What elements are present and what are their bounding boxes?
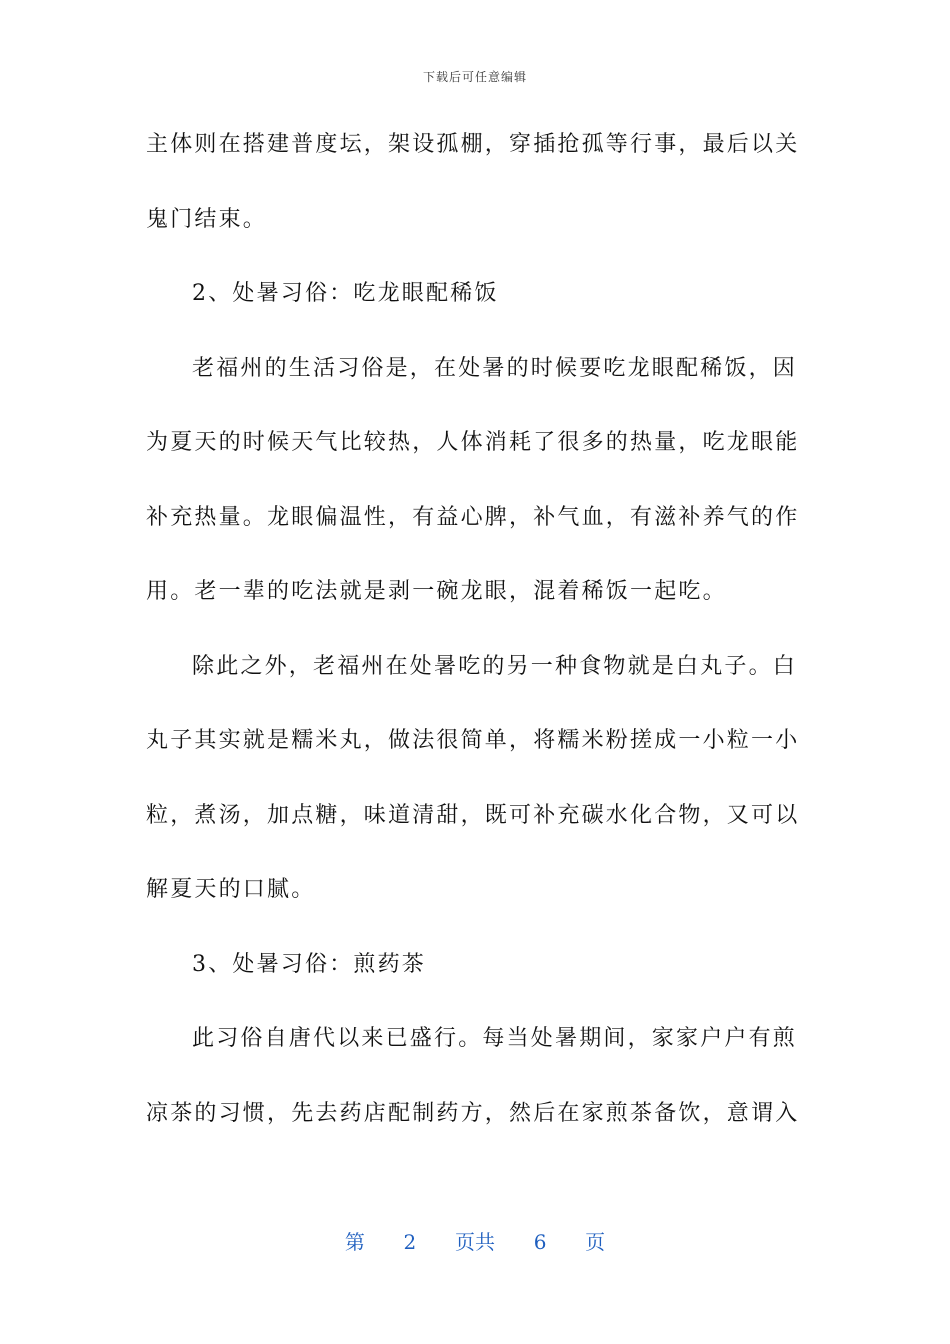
body-text [146,122,800,1165]
text-line: 为夏天的时候天气比较热，人体消耗了很多的热量，吃龙眼能 [146,430,800,455]
page-label-suffix: 页 [585,1230,606,1254]
page-label-mid: 页共 [455,1230,495,1254]
page-label-prefix: 第 [344,1230,365,1254]
text-line: 解夏天的口腻。 [146,877,316,902]
total-pages-number: 6 [533,1230,547,1254]
text-line: 凉茶的习惯，先去药店配制药方，然后在家煎茶备饮，意谓入 [146,1100,800,1126]
text-line: 用。老一辈的吃法就是剥一碗龙眼，混着稀饭一起吃。 [146,579,727,604]
section-heading: 3、处暑习俗：煎药茶 [192,951,426,977]
text-line: 老福州的生活习俗是，在处暑的时候要吃龙眼配稀饭，因 [192,355,798,381]
section-heading: 2、处暑习俗：吃龙眼配稀饭 [192,281,499,306]
text-line: 粒，煮汤，加点糖，味道清甜，既可补充碳水化合物，又可以 [146,802,800,828]
text-line: 丸子其实就是糯米丸，做法很简单，将糯米粉搓成一小粒一小 [146,728,800,753]
text-line: 主体则在搭建普度坛，架设孤棚，穿插抢孤等行事，最后以关 [146,132,800,157]
page-number-footer [0,1226,950,1255]
current-page-number: 2 [403,1230,417,1254]
text-line: 补充热量。龙眼偏温性，有益心脾，补气血，有滋补养气的作 [146,504,800,530]
text-line: 除此之外，老福州在处暑吃的另一种食物就是白丸子。白 [192,653,798,679]
header-note: 下载后可任意编辑 [422,70,527,84]
text-line: 鬼门结束。 [146,206,268,232]
text-line: 此习俗自唐代以来已盛行。每当处暑期间，家家户户有煎 [192,1026,798,1051]
